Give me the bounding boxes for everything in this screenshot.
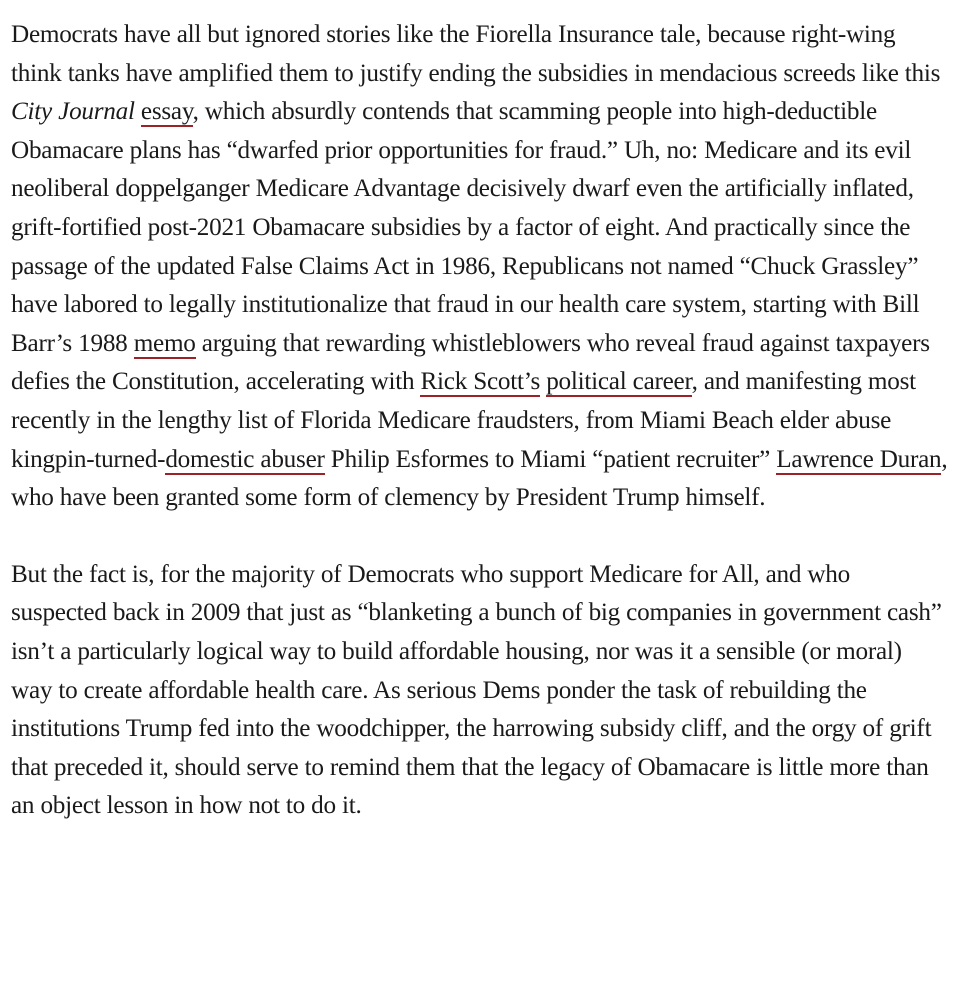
body-text: Democrats have all but ignored stories like the Fiorella Insurance tale, because right-wing think tanks have amplified them to justify ending the subsidies in mendacious screeds like this: [11, 21, 941, 87]
body-text: , and manifesting most recently in the lengthy list of Florida Medicare fraudsters, from Miami Beach elder abuse kingpin-turned-: [11, 368, 916, 473]
body-text: But the fact is, for the majority of Democrats who support Medicare for All, and who suspected back in 2009 that just as “blanketing a bunch of big companies in government cash” isn’t a particularly logical way to build affordable housing, nor was it a sensible (or moral) way to create affordable health care. As serious Dems ponder the task of rebuilding the institutions Trump fed into the woodchipper, the harrowing subsidy cliff, and the orgy of grift that preceded it, should serve to remind them that the legacy of Obamacare is little more than an object lesson in how not to do it.: [11, 560, 942, 820]
inline-link[interactable]: political career: [546, 368, 692, 396]
inline-link[interactable]: Lawrence Duran: [776, 445, 942, 473]
body-text: [135, 98, 141, 125]
inline-link[interactable]: domestic abuser: [165, 445, 325, 473]
inline-link[interactable]: memo: [133, 329, 196, 357]
inline-link[interactable]: essay: [140, 98, 193, 126]
paragraph-1: [11, 16, 949, 518]
inline-link[interactable]: Rick Scott’s: [420, 368, 541, 396]
paragraph-list: [11, 16, 949, 826]
body-text: arguing that rewarding whistleblowers who reveal fraud against taxpayers defies the Constitution, accelerating with: [11, 329, 930, 396]
body-text: , who have been granted some form of clemency by President Trump himself.: [11, 445, 948, 512]
body-text: , which absurdly contends that scamming people into high-deductible Obamacare plans has “dwarfed prior opportunities for fraud.” Uh, no: Medicare and its evil neoliberal doppelganger Medicare Advantage decisively dwarf even the artificially inflated, grift-fortified post-2021 Obamacare subsidies by a factor of eight. And practically since the passage of the updated False Claims Act in 1986, Republicans not named “Chuck Grassley” have labored to legally institutionalize that fraud in our health care system, starting with Bill Barr’s 1988: [11, 98, 920, 357]
italic-title: City Journal: [11, 98, 135, 126]
body-text: Philip Esformes to Miami “patient recruiter”: [324, 445, 777, 473]
paragraph-2: [11, 556, 949, 826]
